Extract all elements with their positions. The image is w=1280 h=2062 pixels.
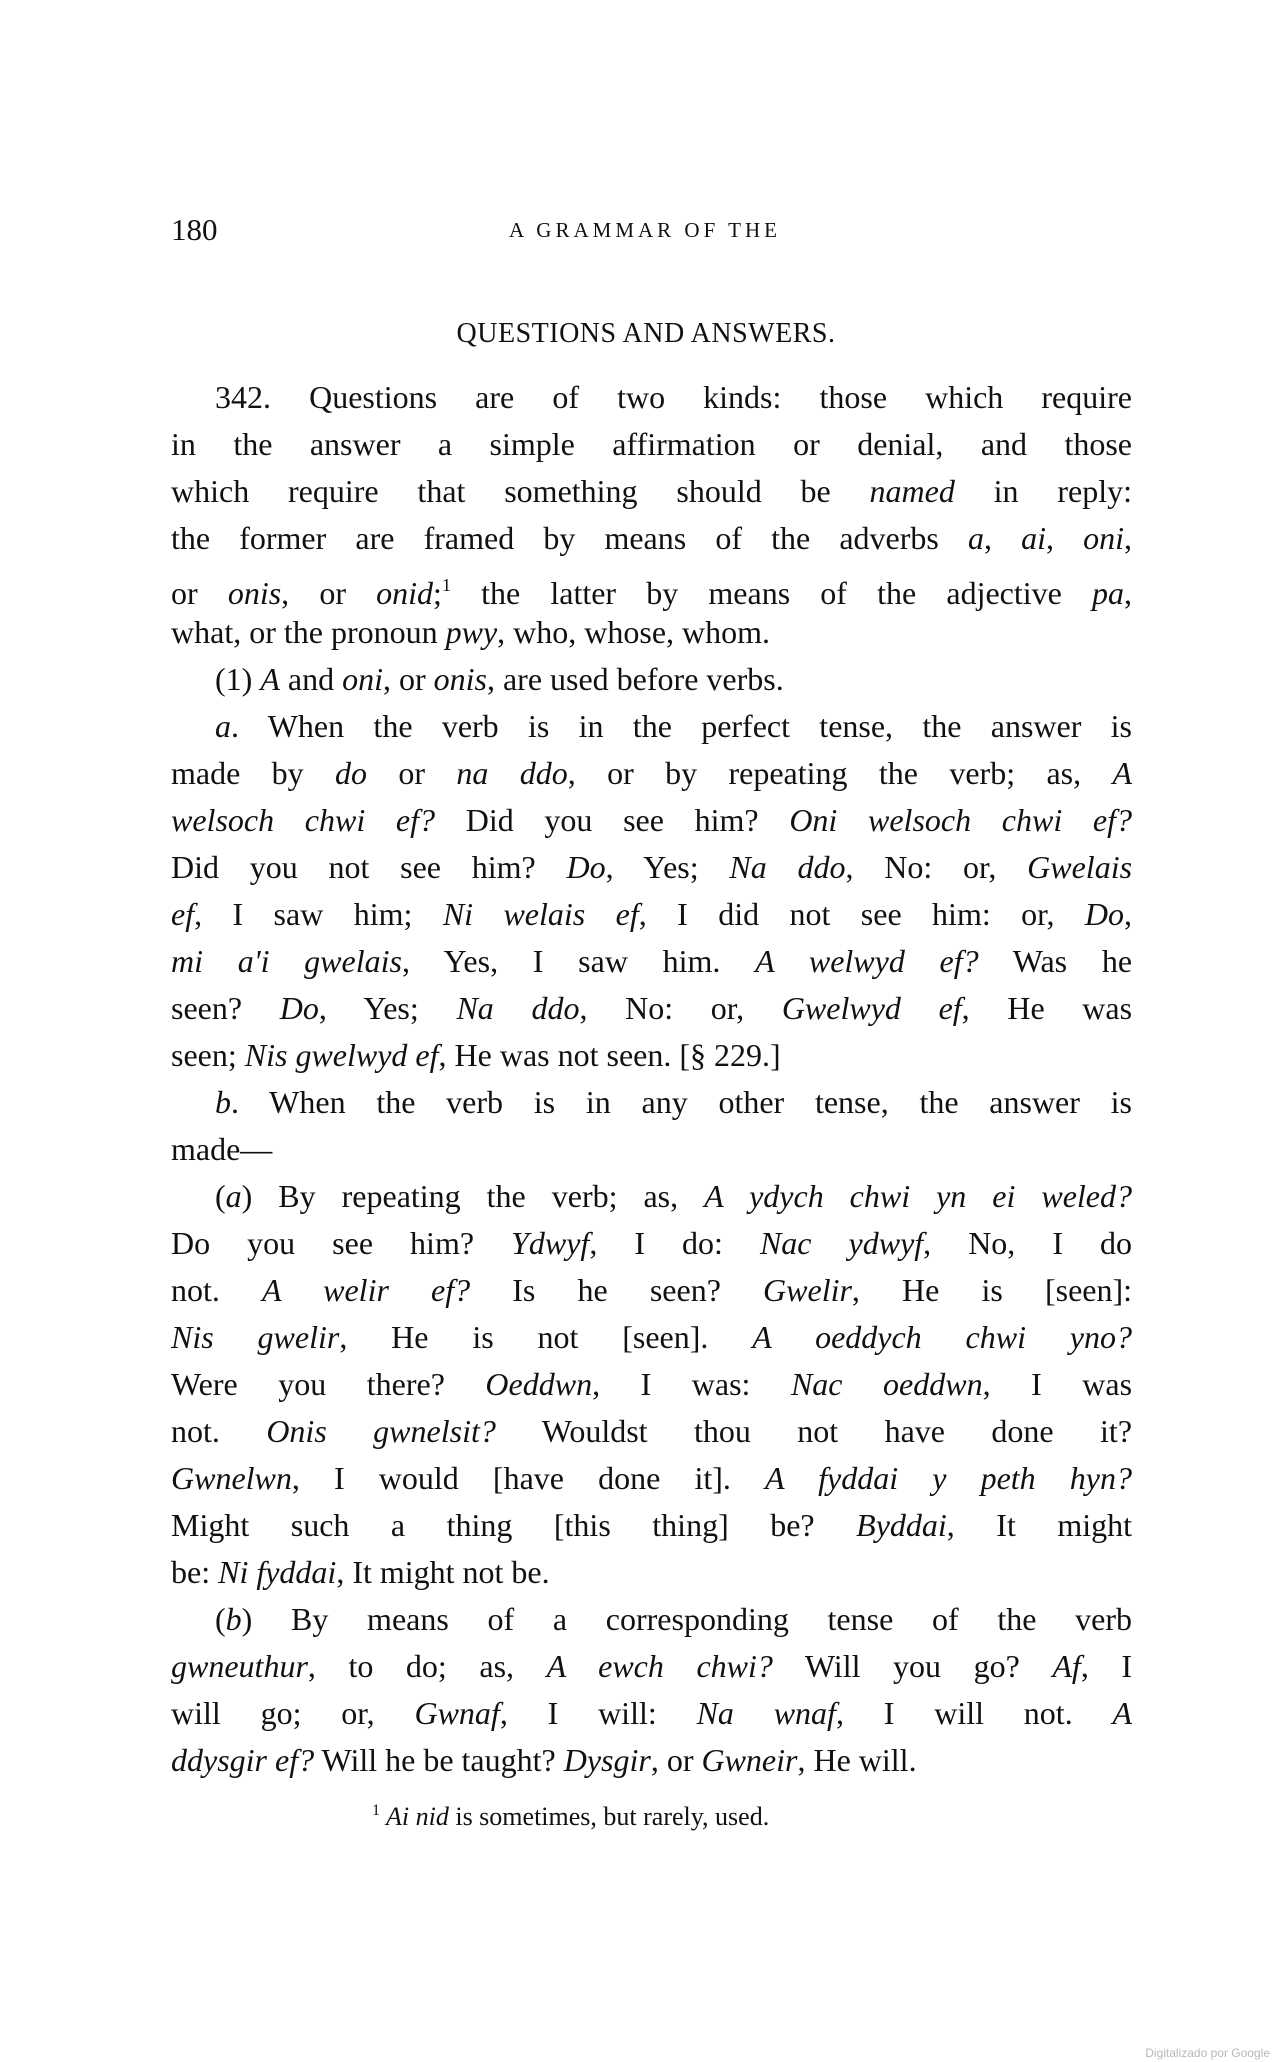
italic-run: Gwelir [763, 1272, 852, 1308]
section-title: QUESTIONS AND ANSWERS. [456, 318, 836, 349]
text-line [171, 609, 1132, 656]
text-run: , [983, 520, 1022, 556]
text-run: , Yes, I saw him. [401, 943, 756, 979]
text-run: , It might [946, 1507, 1133, 1543]
italic-run: na ddo [456, 755, 568, 791]
text-run: made by [171, 755, 336, 791]
text-run: or [171, 575, 228, 611]
text-run: , He is [seen]: [851, 1272, 1133, 1308]
italic-run: A [1112, 755, 1133, 791]
text-run: Was he [978, 943, 1133, 979]
italic-run: Nis gwelwyd ef [244, 1037, 439, 1073]
italic-run: pwy [445, 614, 498, 650]
italic-run: b [225, 1601, 242, 1637]
text-run: in the answer a simple affirmation or denial, and those [171, 426, 1132, 462]
footnote [372, 1802, 769, 1832]
text-run: , [1124, 896, 1133, 932]
italic-run: a [215, 708, 231, 744]
italic-run: Nis gwelir [171, 1319, 340, 1355]
text-line [171, 1737, 1132, 1784]
text-line [171, 703, 1132, 750]
italic-run: A welir ef? [262, 1272, 471, 1308]
text-run: , are used before verbs. [486, 661, 784, 697]
italic-run: Gwneir [701, 1742, 798, 1778]
text-run: Might such a thing [this thing] be? [171, 1507, 857, 1543]
text-run: or [367, 755, 457, 791]
text-run: ) By repeating the verb; as, [241, 1178, 705, 1214]
italic-run: Dysgir [563, 1742, 651, 1778]
italic-run: Do [279, 990, 319, 1026]
italic-run: a [225, 1178, 242, 1214]
text-line [171, 515, 1132, 562]
text-line [171, 1596, 1132, 1643]
text-line [171, 468, 1132, 515]
italic-run: onis [227, 575, 282, 611]
text-run: ) By means of a corresponding tense of the verb [241, 1601, 1132, 1637]
text-line [171, 1502, 1132, 1549]
text-run: , Yes; [318, 990, 457, 1026]
text-run: , No: or, [579, 990, 782, 1026]
text-line [171, 1314, 1132, 1361]
text-line [171, 1267, 1132, 1314]
text-run: Will you go? [772, 1648, 1053, 1684]
italic-run: onis [433, 661, 487, 697]
text-run: what, or the pronoun [171, 614, 446, 650]
text-run: , He is not [seen]. [339, 1319, 753, 1355]
italic-run: Onis gwnelsit? [266, 1413, 496, 1449]
italic-run: welsoch chwi ef? [171, 802, 436, 838]
text-run: Do you see him? [171, 1225, 512, 1261]
text-run: , He will. [797, 1742, 917, 1778]
italic-run: A fyddai y peth hyn? [765, 1460, 1133, 1496]
text-line [171, 421, 1132, 468]
text-run: the former are framed by means of the adverbs [171, 520, 968, 556]
footnote-ref: 1 [441, 575, 451, 595]
text-line [171, 1549, 1132, 1596]
text-line [171, 750, 1132, 797]
italic-run: A ydych chwi yn ei weled? [704, 1178, 1133, 1214]
text-run: , I do: [589, 1225, 760, 1261]
italic-run: A welwyd ef? [755, 943, 979, 979]
italic-run: Gwnaf [414, 1695, 500, 1731]
italic-run: Do [566, 849, 606, 885]
italic-run: A oeddych chwi yno? [752, 1319, 1132, 1355]
italic-run: Gwelais [1027, 849, 1133, 885]
watermark: Digitalizado por Google [1145, 2046, 1270, 2060]
text-run: , No, I do [923, 1225, 1133, 1261]
text-line [171, 1173, 1132, 1220]
text-run: , or [650, 1742, 702, 1778]
italic-run: A [1112, 1695, 1133, 1731]
text-run: , or [281, 575, 377, 611]
body-text [171, 374, 1132, 1784]
text-run: ( [215, 1601, 226, 1637]
text-run: , or [382, 661, 434, 697]
text-run: , I [1080, 1648, 1133, 1684]
text-line [171, 891, 1132, 938]
text-line [171, 1220, 1132, 1267]
text-run: will go; or, [171, 1695, 415, 1731]
text-run: Will he be taught? [314, 1742, 564, 1778]
text-line [171, 985, 1132, 1032]
italic-run: Do [1084, 896, 1125, 932]
italic-run: Ydwyf [511, 1225, 590, 1261]
italic-run: ddysgir ef? [171, 1742, 315, 1778]
text-run: , I would [have done it]. [291, 1460, 766, 1496]
text-run: , I will: [499, 1695, 697, 1731]
text-line [171, 938, 1132, 985]
running-header: A GRAMMAR OF THE [509, 218, 781, 242]
text-line [171, 1408, 1132, 1455]
text-run: , [1045, 520, 1084, 556]
italic-run: Nac oeddwn [790, 1366, 983, 1402]
text-run: , He was not seen. [§ 229.] [438, 1037, 781, 1073]
text-line [171, 374, 1132, 421]
text-line [171, 1079, 1132, 1126]
text-run: Were you there? [171, 1366, 486, 1402]
text-run: not. [171, 1413, 267, 1449]
text-run: (1) [215, 661, 261, 697]
italic-run: gwneuthur [171, 1648, 308, 1684]
text-run: , to do; as, [307, 1648, 547, 1684]
italic-run: oni [1083, 520, 1124, 556]
italic-run: do [335, 755, 368, 791]
text-run: , Yes; [605, 849, 730, 885]
text-run: , I was [982, 1366, 1133, 1402]
italic-run: Nac ydwyf [759, 1225, 924, 1261]
italic-run: ef [171, 896, 195, 932]
text-run: , [1124, 575, 1133, 611]
text-run: not. [171, 1272, 263, 1308]
italic-run: a [967, 520, 984, 556]
footnote-italic: Ai nid [386, 1802, 449, 1831]
text-run: , I did not see him: or, [638, 896, 1085, 932]
text-run: , I saw him; [194, 896, 443, 932]
text-run: seen? [171, 990, 280, 1026]
text-run: be: [171, 1554, 219, 1590]
text-run: in reply: [954, 473, 1133, 509]
italic-run: b [215, 1084, 231, 1120]
italic-run: Oeddwn [485, 1366, 593, 1402]
text-run: , I was: [592, 1366, 791, 1402]
text-line [171, 1126, 1132, 1173]
text-line [171, 797, 1132, 844]
text-line [171, 1032, 1132, 1079]
italic-run: Ni welais ef [442, 896, 639, 932]
italic-run: oni [342, 661, 383, 697]
text-run: Is he seen? [470, 1272, 764, 1308]
text-run: Did you not see him? [171, 849, 567, 885]
italic-run: Oni welsoch chwi ef? [789, 802, 1133, 838]
text-line [171, 1690, 1132, 1737]
text-line [171, 562, 1132, 609]
italic-run: Na wnaf [696, 1695, 836, 1731]
italic-run: ai [1021, 520, 1046, 556]
italic-run: A [260, 661, 280, 697]
italic-run: Gwnelwn [171, 1460, 292, 1496]
text-run: . When the verb is in the perfect tense, the answer is [231, 708, 1132, 744]
text-run: , [1124, 520, 1132, 556]
italic-run: Byddai [856, 1507, 947, 1543]
text-run: Did you see him? [435, 802, 790, 838]
text-run: , He was [961, 990, 1133, 1026]
text-run: which require that something should be [171, 473, 870, 509]
italic-run: pa [1092, 575, 1125, 611]
italic-run: Ni fyddai [218, 1554, 337, 1590]
text-line [171, 1361, 1132, 1408]
text-run: . When the verb is in any other tense, the answer is [231, 1084, 1132, 1120]
text-line [171, 656, 1132, 703]
italic-run: Af [1052, 1648, 1081, 1684]
text-run: made— [171, 1131, 273, 1167]
italic-run: mi a'i gwelais [171, 943, 402, 979]
text-run: , who, whose, whom. [497, 614, 771, 650]
italic-run: A ewch chwi? [546, 1648, 773, 1684]
text-run: 342. Questions are of two kinds: those which require [215, 379, 1132, 415]
text-run: , It might not be. [336, 1554, 550, 1590]
italic-run: Na ddo [456, 990, 580, 1026]
italic-run: Gwelwyd ef [781, 990, 962, 1026]
text-line [171, 1455, 1132, 1502]
text-run: seen; [171, 1037, 245, 1073]
text-run: , I will not. [835, 1695, 1113, 1731]
text-run: ; [433, 575, 442, 611]
text-run: the latter by means of the adjective [450, 575, 1093, 611]
text-run: , or by repeating the verb; as, [567, 755, 1113, 791]
footnote-marker: 1 [372, 1802, 380, 1819]
footnote-text: is sometimes, but rarely, used. [448, 1802, 770, 1831]
text-run: Wouldst thou not have done it? [495, 1413, 1133, 1449]
page-number: 180 [171, 212, 218, 247]
text-line [171, 1643, 1132, 1690]
text-run: , No: or, [845, 849, 1028, 885]
text-run: and [279, 661, 343, 697]
text-run: ( [215, 1178, 226, 1214]
italic-run: Na ddo [729, 849, 846, 885]
italic-run: onid [376, 575, 434, 611]
text-line [171, 844, 1132, 891]
italic-run: named [869, 473, 955, 509]
